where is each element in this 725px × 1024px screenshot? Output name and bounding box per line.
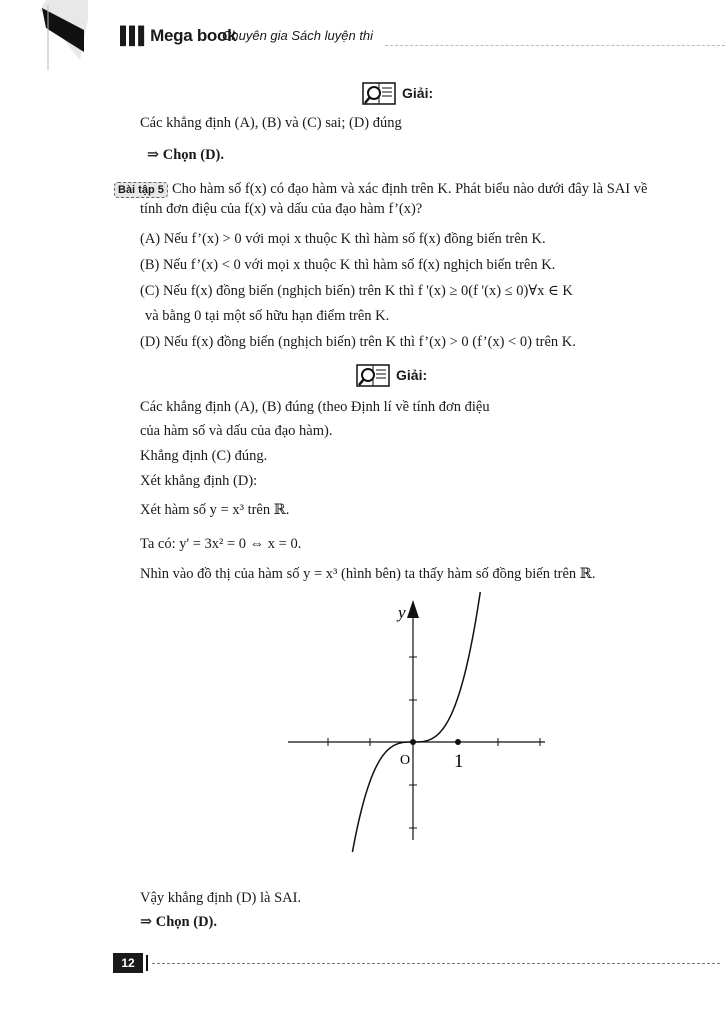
book-magnifier-icon	[356, 362, 390, 388]
corner-decoration	[0, 0, 88, 70]
brand-bars-icon: ▌▌▌	[120, 26, 148, 45]
footer-divider	[152, 963, 720, 964]
x-tick-label: 1	[454, 751, 464, 772]
prev-solution-text: Các khẳng định (A), (B) và (C) sai; (D) đúng	[140, 115, 402, 131]
y-axis-arrow	[407, 600, 419, 618]
prev-answer: ⇒ Chọn (D).	[147, 147, 225, 163]
solution-line-3: Khẳng định (C) đúng.	[140, 448, 268, 464]
solution-line-5: Xét hàm số y = x³ trên ℝ.	[140, 502, 290, 518]
page-number: 12	[113, 953, 143, 973]
solution-heading-2	[356, 362, 427, 388]
x-tick-1-point	[455, 739, 461, 745]
solution-label: Giải:	[396, 367, 428, 383]
option-d: (D) Nếu f(x) đồng biến (nghịch biến) trên K thì f’(x) > 0 (f’(x) < 0) trên K.	[140, 334, 576, 350]
solution-heading-1	[362, 80, 433, 106]
solution-line-1: Các khẳng định (A), (B) đúng (theo Định lí về tính đơn điệu	[140, 399, 490, 415]
cubic-curve	[339, 592, 486, 852]
book-magnifier-icon	[362, 80, 396, 106]
brand-tagline: Chuyên gia Sách luyện thi	[222, 28, 374, 43]
solution-label: Giải:	[402, 85, 434, 101]
exercise-badge: Bài tập 5	[114, 180, 168, 198]
final-answer: ⇒ Chọn (D).	[140, 914, 218, 930]
solution-line-6: Ta có: y' = 3x² = 0 ⇔ x = 0.	[140, 536, 302, 552]
option-b: (B) Nếu f’(x) < 0 với mọi x thuộc K thì hàm số f(x) nghịch biến trên K.	[140, 257, 556, 273]
header-divider	[385, 45, 725, 46]
conclusion-text: Vậy khẳng định (D) là SAI.	[140, 890, 302, 906]
origin-label: O	[400, 753, 411, 768]
option-c-line-1: (C) Nếu f(x) đồng biến (nghịch biến) trên K thì f '(x) ≥ 0(f '(x) ≤ 0)∀x ∈ K	[140, 283, 573, 299]
option-a: (A) Nếu f’(x) > 0 với mọi x thuộc K thì hàm số f(x) đồng biến trên K.	[140, 231, 546, 247]
footer-marker	[146, 955, 148, 971]
y-axis-label: y	[398, 603, 406, 622]
origin-point	[410, 739, 416, 745]
brand-logo: ▌▌▌ Mega book	[120, 26, 237, 45]
solution-line-2: của hàm số và dấu của đạo hàm).	[140, 423, 333, 439]
cubic-graph	[280, 592, 555, 852]
question-line-2: tính đơn điệu của f(x) và dấu của đạo hàm f’(x)?	[140, 201, 423, 217]
solution-line-4: Xét khẳng định (D):	[140, 473, 258, 489]
question-line-1: Cho hàm số f(x) có đạo hàm và xác định trên K. Phát biểu nào dưới đây là SAI về	[172, 181, 648, 197]
option-c-line-2: và bằng 0 tại một số hữu hạn điểm trên K.	[145, 308, 390, 324]
solution-line-7: Nhìn vào đồ thị của hàm số y = x³ (hình bên) ta thấy hàm số đồng biến trên ℝ.	[140, 566, 596, 582]
